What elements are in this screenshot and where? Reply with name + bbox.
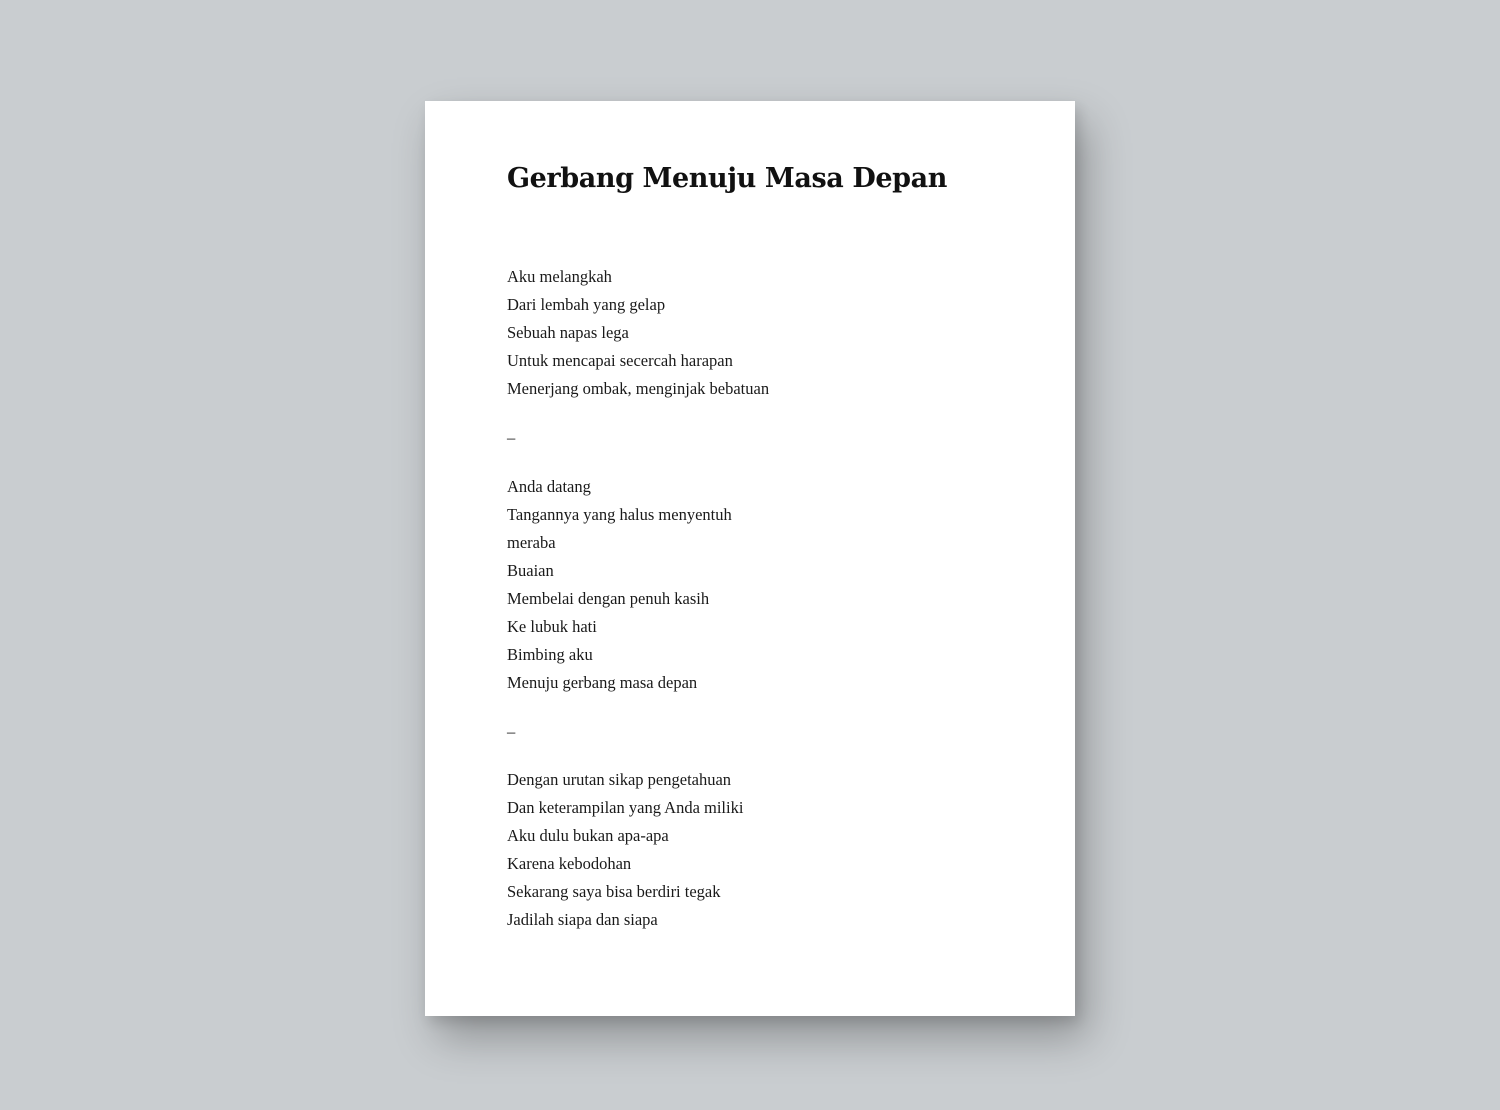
poem-line: Dengan urutan sikap pengetahuan <box>507 770 732 789</box>
poem-line: Tangannya yang halus menyentuh <box>507 505 732 524</box>
poem-title: Gerbang Menuju Masa Depan <box>507 163 947 194</box>
stanza-2 <box>507 473 732 697</box>
document-page <box>425 101 1075 1016</box>
poem-line: Karena kebodohan <box>507 854 632 873</box>
stanza-separator: – <box>507 722 516 741</box>
poem-line: Bimbing aku <box>507 645 593 664</box>
poem-line: Aku dulu bukan apa-apa <box>507 826 669 845</box>
stanza-3 <box>507 766 743 934</box>
poem-line: Menuju gerbang masa depan <box>507 673 698 692</box>
poem-line: Aku melangkah <box>507 267 612 286</box>
stanza-1 <box>507 263 769 403</box>
poem-line: Dan keterampilan yang Anda miliki <box>507 798 744 817</box>
stanza-separator: – <box>507 428 516 447</box>
poem-line: Menerjang ombak, menginjak bebatuan <box>507 379 770 398</box>
poem-line: Sekarang saya bisa berdiri tegak <box>507 882 721 901</box>
poem-line: Buaian <box>507 561 554 580</box>
poem-line: Jadilah siapa dan siapa <box>507 910 658 929</box>
poem-line: meraba <box>507 533 556 552</box>
poem-line: Sebuah napas lega <box>507 323 629 342</box>
poem-line: Anda datang <box>507 477 591 496</box>
poem-line: Dari lembah yang gelap <box>507 295 666 314</box>
poem-line: Ke lubuk hati <box>507 617 597 636</box>
poem-line: Untuk mencapai secercah harapan <box>507 351 733 370</box>
poem-line: Membelai dengan penuh kasih <box>507 589 710 608</box>
